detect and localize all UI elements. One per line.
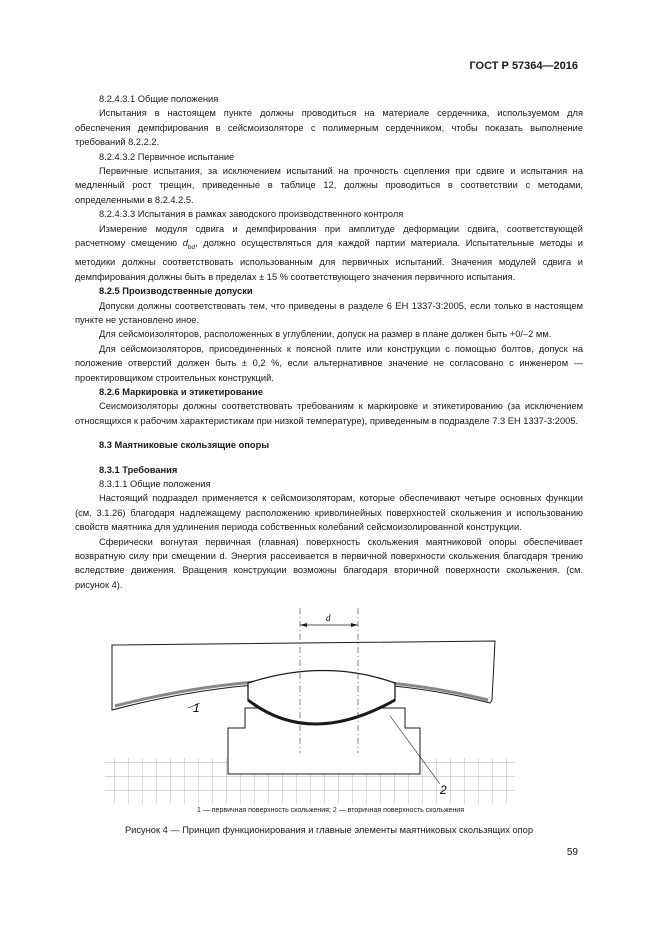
label-d: d bbox=[326, 613, 331, 623]
para-4: 8.2.4.3.3 Испытания в рамках заводского производственного контроля bbox=[99, 209, 404, 220]
para-16: 8.3.1.1 Общие положения bbox=[99, 479, 211, 490]
figure-legend: 1 — первичная поверхность скольжения; 2 — вторичная поверхность скольжения bbox=[196, 807, 464, 814]
para-9: Для сейсмоизоляторов, присоединенных к поясной плите или конструкции с помощью болтов, допуск на положение отверстий должен быть ± 0,2 %, если альтернативное значение не согласовано с инженером — проектировщиком строительных конструкций. bbox=[75, 343, 583, 383]
para-5: Измерение модуля сдвига и демпфирования при амплитуде деформации сдвига, соответствующей расчетному смещению $d_{bd}$, должно осуществляться для каждой партии материала. Испытательные методы и методики должны соответствовать использованным для первичных испытаний. Значения модулей сдвига и демпфирования должны быть в пределах ± 15 % соответствующего значения первичного испытания. bbox=[75, 223, 583, 282]
para-2: 8.2.4.3.2 Первичное испытание bbox=[99, 151, 235, 162]
figure-caption: Рисунок 4 — Принцип функционирования и главные элементы маятниковых скользящих опор bbox=[124, 825, 534, 835]
para-18: Сферически вогнутая первичная (главная) поверхность скольжения маятниковой опоры обеспечивает возвратную силу при смещении d. Энергия рассеивается в первичной поверхности скольжения благодаря трению вследствие движения. Вращения конструкции возможны благодаря вторичной поверхности скольжения. (см. рисунок 4). bbox=[75, 536, 583, 590]
spacer bbox=[75, 428, 583, 438]
para-0: 8.2.4.3.1 Общие положения bbox=[99, 94, 219, 104]
pendulum-bearing-figure bbox=[100, 608, 520, 804]
para-8: Для сейсмоизоляторов, расположенных в углублении, допуск на размер в плане должен быть +0/–2 мм. bbox=[99, 329, 552, 340]
body-text bbox=[75, 92, 583, 592]
para-15: 8.3.1 Требования bbox=[99, 464, 178, 475]
para-10: 8.2.6 Маркировка и этикетирование bbox=[99, 386, 263, 397]
para-1: Испытания в настоящем пункте должны проводиться на материале сердечника, используемом для обеспечения демпфирования в сейсмоизоляторе с полимерным сердечником, чтобы показать выполнение требований 8.2.2.2. bbox=[75, 108, 583, 148]
para-17: Настоящий подраздел применяется к сейсмоизоляторам, которые обеспечивают четыре основных функции (см. 3.1.26) благодаря надлежащему расположению криволинейных поверхностей скольжения и использованию свойств маятника для удлинения периода собственных колебаний сейсмоизолированной конструкции. bbox=[75, 493, 583, 533]
para-11: Сеисмоизоляторы должны соответствовать требованиям к маркировке и этикетированию (за исключением относящихся к рабочим характеристикам при низкой температуре), приведенным в подразделе 7.3 ЕН 1337-3:2005. bbox=[75, 401, 583, 426]
para-7: Допуски должны соответствовать тем, что приведены в разделе 6 ЕН 1337-3:2005, если только в настоящем пункте не установлено иное. bbox=[75, 300, 583, 325]
label-1: 1 bbox=[193, 701, 200, 715]
spacer bbox=[75, 453, 583, 463]
para-6: 8.2.5 Производственные допуски bbox=[99, 286, 253, 297]
para-3: Первичные испытания, за исключением испытаний на прочность сцепления при сдвиге и испытания на медленный рост трещин, приведенные в таблице 12, должны проводиться в соответствии с методами, определенными в 8.2.4.2.5. bbox=[75, 166, 583, 205]
page-number: 59 bbox=[566, 847, 578, 858]
para-13: 8.3 Маятниковые скользящие опоры bbox=[99, 440, 270, 451]
label-2: 2 bbox=[440, 783, 447, 797]
document-id: ГОСТ Р 57364—2016 bbox=[469, 60, 578, 72]
